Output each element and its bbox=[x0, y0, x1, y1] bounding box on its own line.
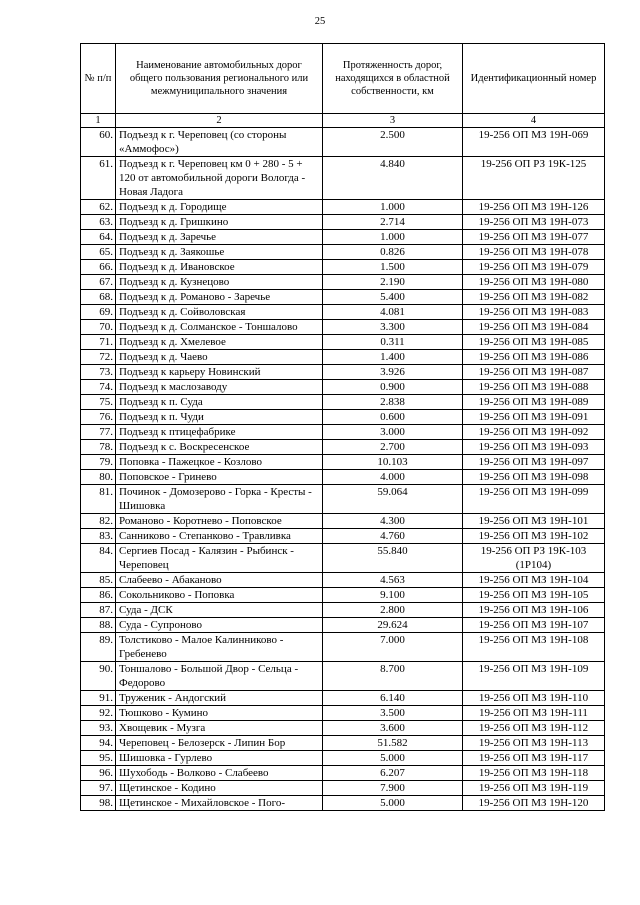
road-name: Подъезд к карьеру Новинский bbox=[116, 365, 323, 380]
road-name: Толстиково - Малое Калинниково - Гребенево bbox=[116, 633, 323, 662]
road-length: 1.000 bbox=[323, 230, 463, 245]
header-id: Идентификационный номер bbox=[463, 44, 605, 114]
road-name: Подъезд к д. Заречье bbox=[116, 230, 323, 245]
road-id: 19-256 ОП МЗ 19Н-083 bbox=[463, 305, 605, 320]
road-name: Подъезд к д. Ивановское bbox=[116, 260, 323, 275]
road-id: 19-256 ОП МЗ 19Н-104 bbox=[463, 573, 605, 588]
road-name: Подъезд к д. Городище bbox=[116, 200, 323, 215]
road-id: 19-256 ОП РЗ 19К-103 (1Р104) bbox=[463, 544, 605, 573]
road-length: 1.400 bbox=[323, 350, 463, 365]
row-number: 63. bbox=[81, 215, 116, 230]
row-number: 87. bbox=[81, 603, 116, 618]
road-id: 19-256 ОП РЗ 19К-125 bbox=[463, 157, 605, 200]
row-number: 74. bbox=[81, 380, 116, 395]
road-name: Шишовка - Гурлево bbox=[116, 751, 323, 766]
road-name: Щетинское - Михайловское - Пого- bbox=[116, 796, 323, 811]
row-number: 92. bbox=[81, 706, 116, 721]
road-name: Сергиев Посад - Калязин - Рыбинск - Череповец bbox=[116, 544, 323, 573]
row-number: 61. bbox=[81, 157, 116, 200]
header-name: Наименование автомобильных дорог общего пользования регионального или межмуниципального значения bbox=[116, 44, 323, 114]
road-length: 3.500 bbox=[323, 706, 463, 721]
road-name: Подъезд к г. Череповец км 0 + 280 - 5 + 120 от автомобильной дороги Вологда - Новая Ладога bbox=[116, 157, 323, 200]
road-length: 5.400 bbox=[323, 290, 463, 305]
column-number-1: 1 bbox=[81, 114, 116, 128]
row-number: 91. bbox=[81, 691, 116, 706]
road-length: 3.000 bbox=[323, 425, 463, 440]
table-row bbox=[81, 514, 605, 529]
road-id: 19-256 ОП МЗ 19Н-079 bbox=[463, 260, 605, 275]
table-row bbox=[81, 128, 605, 157]
road-length: 2.800 bbox=[323, 603, 463, 618]
row-number: 94. bbox=[81, 736, 116, 751]
table-row bbox=[81, 320, 605, 335]
row-number: 76. bbox=[81, 410, 116, 425]
road-name: Череповец - Белозерск - Липин Бор bbox=[116, 736, 323, 751]
road-id: 19-256 ОП МЗ 19Н-089 bbox=[463, 395, 605, 410]
road-id: 19-256 ОП МЗ 19Н-098 bbox=[463, 470, 605, 485]
table-row bbox=[81, 662, 605, 691]
road-name: Подъезд к с. Воскресенское bbox=[116, 440, 323, 455]
row-number: 67. bbox=[81, 275, 116, 290]
road-name: Подъезд к п. Суда bbox=[116, 395, 323, 410]
row-number: 68. bbox=[81, 290, 116, 305]
table-row bbox=[81, 485, 605, 514]
header-length: Протяженность дорог, находящихся в областной собственности, км bbox=[323, 44, 463, 114]
row-number: 78. bbox=[81, 440, 116, 455]
table-row bbox=[81, 455, 605, 470]
road-id: 19-256 ОП МЗ 19Н-092 bbox=[463, 425, 605, 440]
road-id: 19-256 ОП МЗ 19Н-111 bbox=[463, 706, 605, 721]
row-number: 98. bbox=[81, 796, 116, 811]
road-name: Подъезд к д. Чаево bbox=[116, 350, 323, 365]
table-row bbox=[81, 544, 605, 573]
road-name: Шухободь - Волково - Слабеево bbox=[116, 766, 323, 781]
row-number: 64. bbox=[81, 230, 116, 245]
road-id: 19-256 ОП МЗ 19Н-107 bbox=[463, 618, 605, 633]
road-id: 19-256 ОП МЗ 19Н-099 bbox=[463, 485, 605, 514]
road-length: 4.081 bbox=[323, 305, 463, 320]
road-name: Суда - Супроново bbox=[116, 618, 323, 633]
road-name: Сокольниково - Поповка bbox=[116, 588, 323, 603]
road-length: 6.140 bbox=[323, 691, 463, 706]
table-row bbox=[81, 588, 605, 603]
road-name: Поповское - Гринево bbox=[116, 470, 323, 485]
road-id: 19-256 ОП МЗ 19Н-080 bbox=[463, 275, 605, 290]
road-name: Подъезд к п. Чуди bbox=[116, 410, 323, 425]
road-id: 19-256 ОП МЗ 19Н-113 bbox=[463, 736, 605, 751]
row-number: 83. bbox=[81, 529, 116, 544]
road-length: 2.190 bbox=[323, 275, 463, 290]
road-id: 19-256 ОП МЗ 19Н-102 bbox=[463, 529, 605, 544]
road-id: 19-256 ОП МЗ 19Н-082 bbox=[463, 290, 605, 305]
road-name: Подъезд к д. Гришкино bbox=[116, 215, 323, 230]
road-name: Подъезд к г. Череповец (со стороны «Аммофос») bbox=[116, 128, 323, 157]
road-length: 59.064 bbox=[323, 485, 463, 514]
page-number: 25 bbox=[314, 16, 326, 27]
road-name: Подъезд к д. Романово - Заречье bbox=[116, 290, 323, 305]
road-id: 19-256 ОП МЗ 19Н-073 bbox=[463, 215, 605, 230]
row-number: 71. bbox=[81, 335, 116, 350]
road-name: Суда - ДСК bbox=[116, 603, 323, 618]
road-id: 19-256 ОП МЗ 19Н-087 bbox=[463, 365, 605, 380]
header-num: № п/п bbox=[81, 44, 116, 114]
row-number: 60. bbox=[81, 128, 116, 157]
road-length: 2.700 bbox=[323, 440, 463, 455]
row-number: 65. bbox=[81, 245, 116, 260]
row-number: 75. bbox=[81, 395, 116, 410]
row-number: 97. bbox=[81, 781, 116, 796]
road-id: 19-256 ОП МЗ 19Н-105 bbox=[463, 588, 605, 603]
table-body bbox=[81, 128, 605, 811]
row-number: 73. bbox=[81, 365, 116, 380]
table-row bbox=[81, 350, 605, 365]
road-name: Подъезд к д. Заякошье bbox=[116, 245, 323, 260]
row-number: 88. bbox=[81, 618, 116, 633]
table-row bbox=[81, 573, 605, 588]
road-id: 19-256 ОП МЗ 19Н-077 bbox=[463, 230, 605, 245]
road-length: 55.840 bbox=[323, 544, 463, 573]
road-length: 9.100 bbox=[323, 588, 463, 603]
road-name: Труженик - Андогский bbox=[116, 691, 323, 706]
column-number-3: 3 bbox=[323, 114, 463, 128]
road-id: 19-256 ОП МЗ 19Н-069 bbox=[463, 128, 605, 157]
road-length: 2.838 bbox=[323, 395, 463, 410]
road-length: 1.500 bbox=[323, 260, 463, 275]
column-number-4: 4 bbox=[463, 114, 605, 128]
road-name: Тоншалово - Большой Двор - Сельца - Федорово bbox=[116, 662, 323, 691]
road-name: Слабеево - Абаканово bbox=[116, 573, 323, 588]
road-name: Санниково - Степанково - Травливка bbox=[116, 529, 323, 544]
road-id: 19-256 ОП МЗ 19Н-078 bbox=[463, 245, 605, 260]
road-length: 0.826 bbox=[323, 245, 463, 260]
column-number-2: 2 bbox=[116, 114, 323, 128]
table-row bbox=[81, 425, 605, 440]
road-name: Поповка - Пажецкое - Козлово bbox=[116, 455, 323, 470]
table-row bbox=[81, 230, 605, 245]
row-number: 80. bbox=[81, 470, 116, 485]
table-row bbox=[81, 706, 605, 721]
row-number: 84. bbox=[81, 544, 116, 573]
table-row bbox=[81, 380, 605, 395]
road-id: 19-256 ОП МЗ 19Н-097 bbox=[463, 455, 605, 470]
table-row bbox=[81, 691, 605, 706]
road-name: Романово - Коротнево - Поповское bbox=[116, 514, 323, 529]
road-length: 3.600 bbox=[323, 721, 463, 736]
road-length: 0.311 bbox=[323, 335, 463, 350]
road-length: 5.000 bbox=[323, 796, 463, 811]
table-row bbox=[81, 766, 605, 781]
table-row bbox=[81, 721, 605, 736]
road-name: Подъезд к д. Солманское - Тоншалово bbox=[116, 320, 323, 335]
road-length: 2.500 bbox=[323, 128, 463, 157]
table-row bbox=[81, 410, 605, 425]
table-row bbox=[81, 395, 605, 410]
table-row bbox=[81, 529, 605, 544]
table-row bbox=[81, 470, 605, 485]
road-id: 19-256 ОП МЗ 19Н-109 bbox=[463, 662, 605, 691]
road-id: 19-256 ОП МЗ 19Н-118 bbox=[463, 766, 605, 781]
road-id: 19-256 ОП МЗ 19Н-101 bbox=[463, 514, 605, 529]
row-number: 66. bbox=[81, 260, 116, 275]
road-name: Подъезд к маслозаводу bbox=[116, 380, 323, 395]
road-length: 4.000 bbox=[323, 470, 463, 485]
road-name: Щетинское - Кодино bbox=[116, 781, 323, 796]
road-length: 4.760 bbox=[323, 529, 463, 544]
road-name: Тюшково - Кумино bbox=[116, 706, 323, 721]
road-length: 4.563 bbox=[323, 573, 463, 588]
table-header bbox=[81, 44, 605, 128]
road-length: 1.000 bbox=[323, 200, 463, 215]
road-name: Подъезд к д. Хмелевое bbox=[116, 335, 323, 350]
road-id: 19-256 ОП МЗ 19Н-084 bbox=[463, 320, 605, 335]
table-row bbox=[81, 275, 605, 290]
road-id: 19-256 ОП МЗ 19Н-120 bbox=[463, 796, 605, 811]
road-name: Хвощевик - Музга bbox=[116, 721, 323, 736]
row-number: 86. bbox=[81, 588, 116, 603]
table-row bbox=[81, 751, 605, 766]
road-id: 19-256 ОП МЗ 19Н-110 bbox=[463, 691, 605, 706]
road-id: 19-256 ОП МЗ 19Н-117 bbox=[463, 751, 605, 766]
row-number: 81. bbox=[81, 485, 116, 514]
row-number: 90. bbox=[81, 662, 116, 691]
table-row bbox=[81, 260, 605, 275]
table-row bbox=[81, 603, 605, 618]
road-length: 4.840 bbox=[323, 157, 463, 200]
road-id: 19-256 ОП МЗ 19Н-106 bbox=[463, 603, 605, 618]
row-number: 82. bbox=[81, 514, 116, 529]
table-row bbox=[81, 440, 605, 455]
road-id: 19-256 ОП МЗ 19Н-093 bbox=[463, 440, 605, 455]
road-length: 5.000 bbox=[323, 751, 463, 766]
row-number: 69. bbox=[81, 305, 116, 320]
table-row bbox=[81, 365, 605, 380]
road-name: Подъезд к д. Кузнецово bbox=[116, 275, 323, 290]
table-row bbox=[81, 736, 605, 751]
row-number: 95. bbox=[81, 751, 116, 766]
table-row bbox=[81, 618, 605, 633]
road-length: 7.000 bbox=[323, 633, 463, 662]
road-id: 19-256 ОП МЗ 19Н-108 bbox=[463, 633, 605, 662]
row-number: 70. bbox=[81, 320, 116, 335]
row-number: 72. bbox=[81, 350, 116, 365]
table-row bbox=[81, 335, 605, 350]
road-id: 19-256 ОП МЗ 19Н-088 bbox=[463, 380, 605, 395]
road-id: 19-256 ОП МЗ 19Н-085 bbox=[463, 335, 605, 350]
row-number: 89. bbox=[81, 633, 116, 662]
row-number: 85. bbox=[81, 573, 116, 588]
road-length: 8.700 bbox=[323, 662, 463, 691]
road-id: 19-256 ОП МЗ 19Н-119 bbox=[463, 781, 605, 796]
table-row bbox=[81, 290, 605, 305]
road-id: 19-256 ОП МЗ 19Н-126 bbox=[463, 200, 605, 215]
table-row bbox=[81, 305, 605, 320]
table-row bbox=[81, 245, 605, 260]
road-name: Починок - Домозерово - Горка - Кресты - Шишовка bbox=[116, 485, 323, 514]
road-id: 19-256 ОП МЗ 19Н-112 bbox=[463, 721, 605, 736]
road-length: 7.900 bbox=[323, 781, 463, 796]
road-length: 0.600 bbox=[323, 410, 463, 425]
row-number: 96. bbox=[81, 766, 116, 781]
road-length: 10.103 bbox=[323, 455, 463, 470]
row-number: 93. bbox=[81, 721, 116, 736]
road-length: 3.300 bbox=[323, 320, 463, 335]
table-row bbox=[81, 200, 605, 215]
table-row bbox=[81, 796, 605, 811]
roads-table bbox=[80, 43, 605, 811]
road-length: 0.900 bbox=[323, 380, 463, 395]
road-length: 2.714 bbox=[323, 215, 463, 230]
row-number: 79. bbox=[81, 455, 116, 470]
row-number: 62. bbox=[81, 200, 116, 215]
table-row bbox=[81, 215, 605, 230]
road-length: 4.300 bbox=[323, 514, 463, 529]
road-length: 3.926 bbox=[323, 365, 463, 380]
road-length: 6.207 bbox=[323, 766, 463, 781]
road-id: 19-256 ОП МЗ 19Н-086 bbox=[463, 350, 605, 365]
table-row bbox=[81, 157, 605, 200]
row-number: 77. bbox=[81, 425, 116, 440]
road-name: Подъезд к д. Сойволовская bbox=[116, 305, 323, 320]
road-id: 19-256 ОП МЗ 19Н-091 bbox=[463, 410, 605, 425]
road-length: 29.624 bbox=[323, 618, 463, 633]
road-name: Подъезд к птицефабрике bbox=[116, 425, 323, 440]
table-row bbox=[81, 633, 605, 662]
table-row bbox=[81, 781, 605, 796]
road-length: 51.582 bbox=[323, 736, 463, 751]
